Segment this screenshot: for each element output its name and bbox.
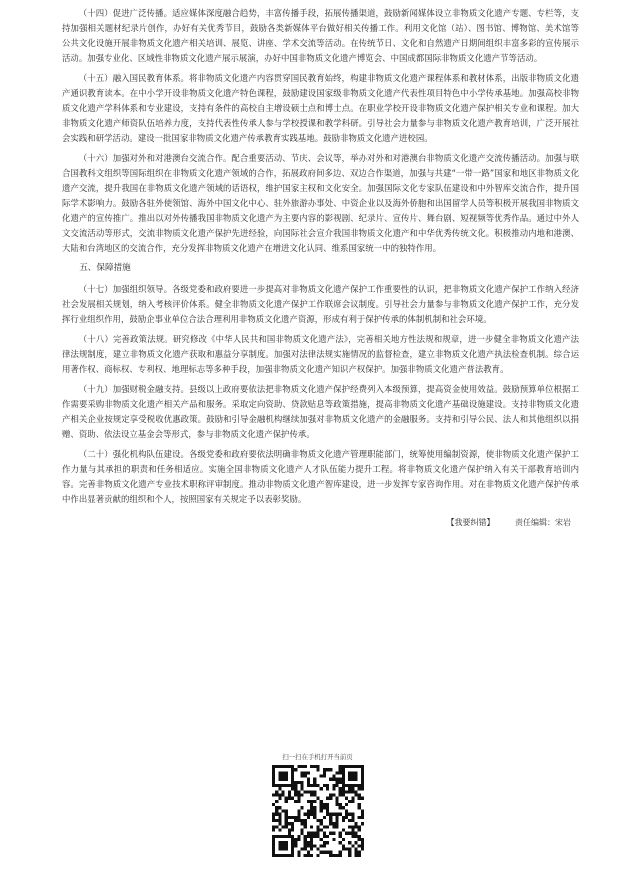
responsible-editor: 责任编辑：宋岩	[515, 518, 571, 527]
paragraph-15: （十五）融入国民教育体系。将非物质文化遗产内容贯穿国民教育始终，构建非物质文化遗产课程体系和教材体系，出版非物质文化遗产通识教育读本。在中小学开设非物质文化遗产特色课程，鼓励建设国家级非物质文化遗产代表性项目特色中小学传承基地。加强高校非物质文化遗产学科体系和专业建设，支持有条件的高校自主增设硕士点和博士点。在职业学校开设非物质文化遗产保护相关专业和课程。加大非物质文化遗产师资队伍培养力度，支持代表性传承人参与学校授课和教学科研。引导社会力量参与非物质文化遗产教育培训，广泛开展社会实践和研学活动。建设一批国家非物质文化遗产传承教育实践基地。鼓励非物质文化遗产进校园。	[62, 73, 579, 143]
paragraph-17: （十七）加强组织领导。各级党委和政府要进一步提高对非物质文化遗产保护工作重要性的认识，把非物质文化遗产保护工作纳入经济社会发展相关规划，纳入考核评价体系。健全非物质文化遗产保护工作联席会议制度。引导社会力量参与非物质文化遗产保护工作，充分发挥行业组织作用，鼓励企事业单位合法合理利用非物质文化遗产资源，形成有利于保护传承的体制机制和社会环境。	[62, 284, 579, 324]
qr-code-icon	[272, 765, 364, 857]
paragraph-14: （十四）促进广泛传播。适应媒体深度融合趋势，丰富传播手段，拓展传播渠道，鼓励新闻媒体设立非物质文化遗产专题、专栏等，支持加强相关题材纪录片创作，办好有关优秀节目，鼓励各类新媒体平台做好相关传播工作。利用文化馆（站）、图书馆、博物馆、美术馆等公共文化设施开展非物质文化遗产相关培训、展览、讲座、学术交流等活动。在传统节日、文化和自然遗产日期间组织丰富多彩的宣传展示活动。加强专业化、区域性非物质文化遗产展示展演，办好中国非物质文化遗产博览会、中国成都国际非物质文化遗产节等活动。	[62, 8, 579, 63]
paragraph-18: （十八）完善政策法规。研究修改《中华人民共和国非物质文化遗产法》，完善相关地方性法规和规章，进一步健全非物质文化遗产法律法规制度，建立非物质文化遗产获取和惠益分享制度。加强对法律法规实施情况的监督检查，建立非物质文化遗产执法检查机制。综合运用著作权、商标权、专利权、地理标志等多种手段，加强非物质文化遗产知识产权保护。加强非物质文化遗产普法教育。	[62, 334, 579, 374]
section-heading-safeguards: 五、保障措施	[79, 263, 131, 273]
qr-caption: 扫一扫在手机打开当前页	[282, 753, 353, 761]
report-error-link[interactable]: 【我要纠错】	[446, 518, 495, 527]
qr-block	[0, 752, 635, 861]
article-footer	[62, 517, 579, 529]
paragraph-19: （十九）加强财税金融支持。县级以上政府要依法把非物质文化遗产保护经费列入本级预算，提高资金使用效益。鼓励预算单位根据工作需要采购非物质文化遗产相关产品和服务。采取定向资助、贷款贴息等政策措施，提高非物质文化遗产基础设施建设。支持非物质文化遗产相关企业按规定享受税收优惠政策。鼓励和引导金融机构继续加强对非物质文化遗产的金融服务。支持和引导公民、法人和其他组织以捐赠、资助、依法设立基金会等形式，参与非物质文化遗产保护传承。	[62, 384, 579, 439]
paragraph-20: （二十）强化机构队伍建设。各级党委和政府要依法明确非物质文化遗产管理职能部门，统筹使用编制资源，使非物质文化遗产保护工作力量与其承担的职责和任务相适应。实施全国非物质文化遗产人才队伍能力提升工程。将非物质文化遗产保护纳入有关干部教育培训内容。完善非物质文化遗产专业技术职称评审制度。推动非物质文化遗产智库建设，进一步发挥专家咨询作用。对在非物质文化遗产保护传承中作出显著贡献的组织和个人，按照国家有关规定予以表彰奖励。	[62, 449, 579, 504]
paragraph-16: （十六）加强对外和对港澳台交流合作。配合重要活动、节庆、会议等，举办对外和对港澳台非物质文化遗产交流传播活动。加强与联合国教科文组织等国际组织在非物质文化遗产领域的合作，拓展政府间多边、双边合作渠道，加强与共建“一带一路”国家和地区非物质文化遗产交流，提升我国在非物质文化遗产领域的话语权，维护国家主权和文化安全。加强国际文化专家队伍建设和中外智库交流合作，提升国际学术影响力。鼓励各驻外使领馆、海外中国文化中心、驻外旅游办事处、中资企业以及海外侨胞和出国留学人员等积极开展我国非物质文化遗产的宣传推广。推出以对外传播我国非物质文化遗产为主要内容的影视剧、纪录片、宣传片、舞台剧、短视频等优秀作品。通过中外人文交流活动等形式，交流非物质文化遗产保护先进经验，向国际社会宣介我国非物质文化遗产和中华优秀传统文化。积极推动内地和港澳、大陆和台湾地区的交流合作，充分发挥非物质文化遗产在增进文化认同、维系国家统一中的独特作用。	[62, 153, 579, 253]
